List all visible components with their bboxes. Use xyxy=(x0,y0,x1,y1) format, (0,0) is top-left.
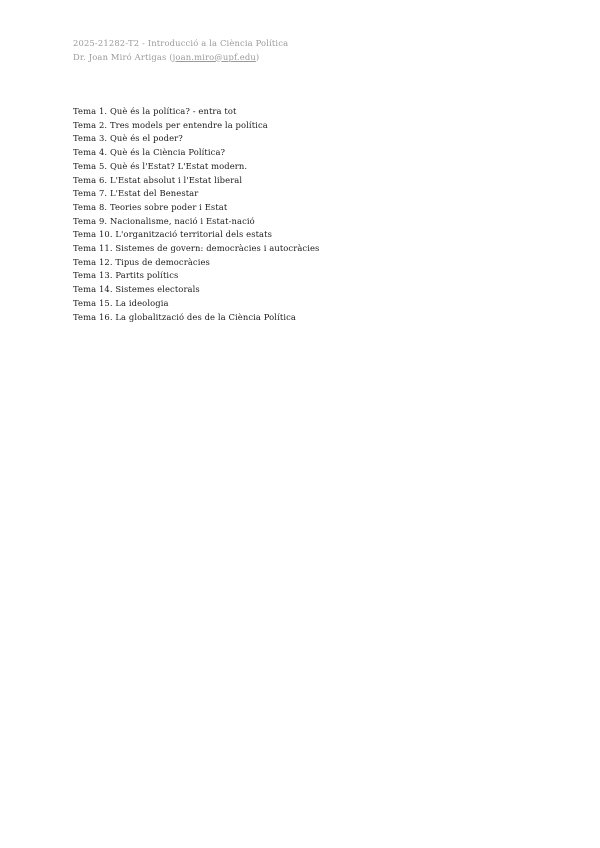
document-header xyxy=(73,37,553,64)
topic-item: Tema 15. La ideologia xyxy=(73,297,169,308)
author-suffix: ) xyxy=(255,51,260,62)
topic-item: Tema 8. Teories sobre poder i Estat xyxy=(73,201,228,212)
course-title: 2025-21282-T2 - Introducció a la Ciència Política xyxy=(73,38,289,48)
topic-item: Tema 11. Sistemes de govern: democràcies i autocràcies xyxy=(73,243,320,254)
topic-item: Tema 10. L'organització territorial dels estats xyxy=(73,229,273,240)
topic-item: Tema 6. L'Estat absolut i l'Estat liberal xyxy=(73,174,243,185)
topic-item: Tema 7. L'Estat del Benestar xyxy=(73,188,199,199)
topic-item: Tema 5. Què és l'Estat? L'Estat modern. xyxy=(73,160,248,171)
topic-item: Tema 3. Què és el poder? xyxy=(73,133,183,144)
topic-item: Tema 12. Tipus de democràcies xyxy=(73,256,210,267)
topic-item: Tema 14. Sistemes electorals xyxy=(73,284,200,295)
topic-item: Tema 13. Partits polítics xyxy=(73,270,179,281)
topic-item: Tema 9. Nacionalisme, nació i Estat-nació xyxy=(73,215,255,226)
author-line xyxy=(73,51,553,65)
topic-item: Tema 2. Tres models per entendre la política xyxy=(73,119,268,130)
topic-item: Tema 1. Què és la política? - entra tot xyxy=(73,106,237,116)
author-name: Dr. Joan Miró Artigas ( xyxy=(73,51,173,62)
author-email-link[interactable]: joan.miro@upf.edu xyxy=(172,51,256,62)
topic-item: Tema 4. Què és la Ciència Política? xyxy=(73,147,226,158)
topic-list xyxy=(73,105,553,324)
topic-item: Tema 16. La globalització des de la Ciència Política xyxy=(73,311,296,322)
